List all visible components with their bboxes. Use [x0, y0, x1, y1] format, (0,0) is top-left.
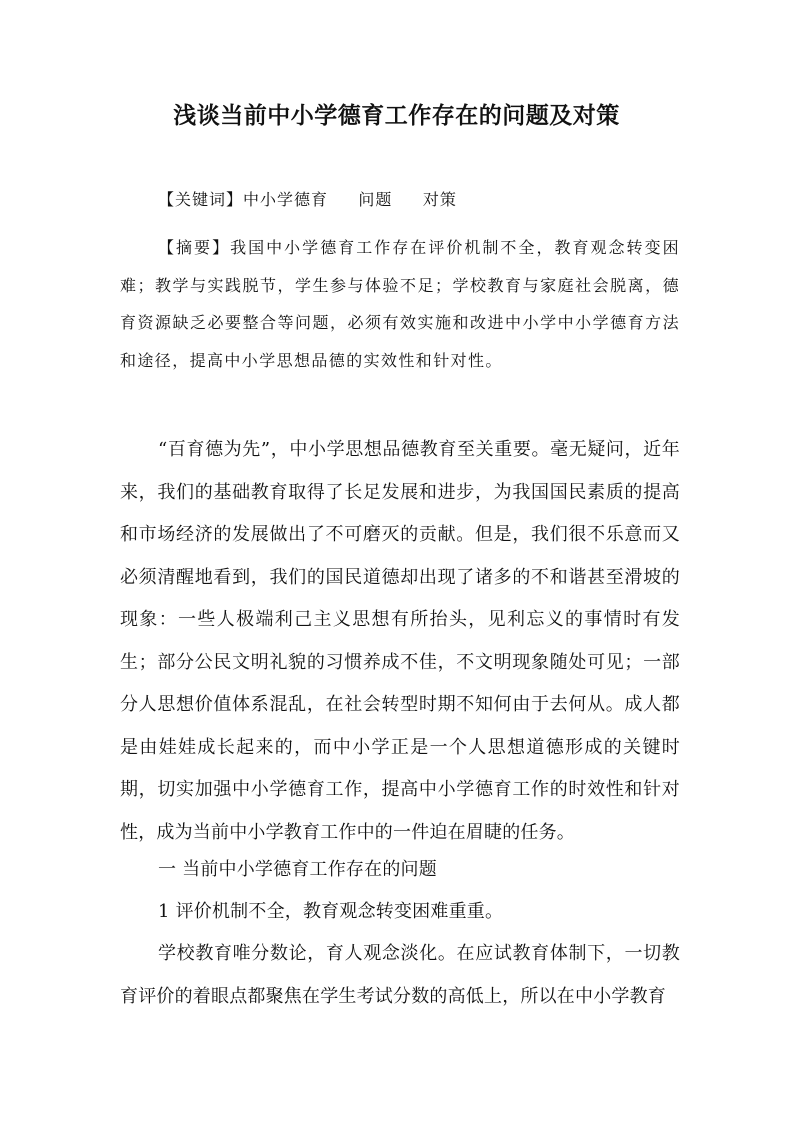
abstract-paragraph: 【摘要】我国中小学德育工作存在评价机制不全，教育观念转变困难；教学与实践脱节，学生参与体验不足；学校教育与家庭社会脱离，德育资源缺乏必要整合等问题，必须有效实施和改进中小学中小学德育方法和途径，提高中小学思想品德的实效性和针对性。: [120, 238, 680, 370]
body-paragraph-evaluation: 学校教育唯分数论，育人观念淡化。在应试教育体制下，一切教育评价的着眼点都聚焦在学生考试分数的高低上，所以在中小学教育: [120, 943, 680, 1007]
keywords-line: 【关键词】中小学德育 问题 对策: [158, 190, 457, 209]
subsection-heading: 1 评价机制不全，教育观念转变困难重重。: [158, 901, 504, 922]
document-title: 浅谈当前中小学德育工作存在的问题及对策: [173, 102, 620, 129]
body-paragraph-intro: “百育德为先”，中小学思想品德教育至关重要。毫无疑问，近年来，我们的基础教育取得了长足发展和进步，为我国国民素质的提高和市场经济的发展做出了不可磨灭的贡献。但是，我们很不乐意而又必须清醒地看到，我们的国民道德却出现了诸多的不和谐甚至滑坡的现象：一些人极端利己主义思想有所抬头，见利忘义的事情时有发生；部分公民文明礼貌的习惯养成不佳，不文明现象随处可见；一部分人思想价值体系混乱，在社会转型时期不知何由于去何从。成人都是由娃娃成长起来的，而中小学正是一个人思想道德形成的关键时期，切实加强中小学德育工作，提高中小学德育工作的时效性和针对性，成为当前中小学教育工作中的一件迫在眉睫的任务。: [120, 439, 680, 843]
section-heading: 一 当前中小学德育工作存在的问题: [158, 859, 437, 880]
